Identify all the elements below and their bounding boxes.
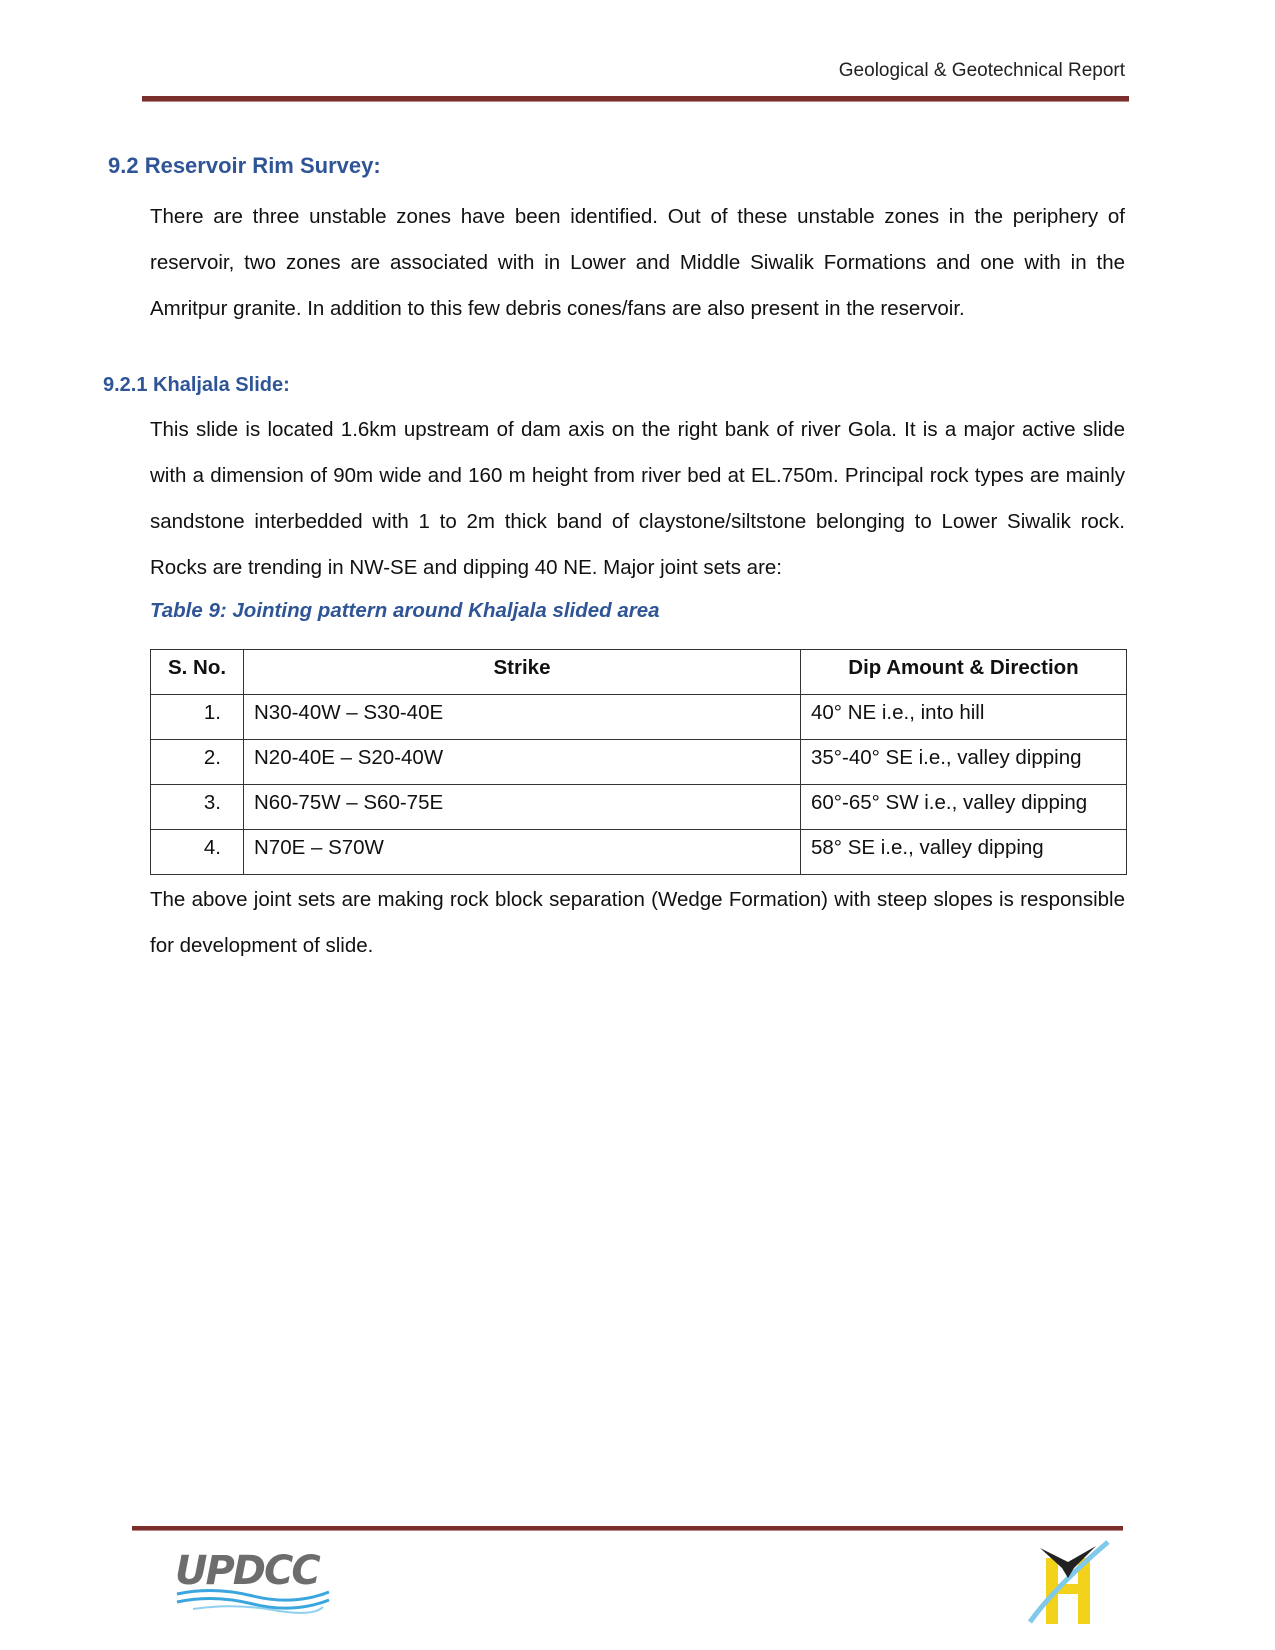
cell-dip: 40° NE i.e., into hill — [801, 695, 1127, 740]
cell-dip: 58° SE i.e., valley dipping — [801, 830, 1127, 875]
section-paragraph: There are three unstable zones have been identified. Out of these unstable zones in the periphery of reservoir, two zones are associated with in Lower and Middle Siwalik Formations and one with in the Amritpur granite. In addition to this few debris cones/fans are also present in the reservoir. — [150, 205, 1125, 320]
after-table-paragraph: The above joint sets are making rock block separation (Wedge Formation) with steep slopes is responsible for development of slide. — [150, 888, 1125, 957]
footer-rule — [132, 1526, 1123, 1531]
table-header-row — [151, 650, 1127, 695]
cell-strike: N60-75W – S60-75E — [244, 785, 801, 830]
subsection-paragraph: This slide is located 1.6km upstream of dam axis on the right bank of river Gola. It is a major active slide with a dimension of 90m wide and 160 m height from river bed at EL.750m. Principal rock types are mainly sandstone interbedded with 1 to 2m thick band of claystone/siltstone belonging to Lower Siwalik rock. Rocks are trending in NW-SE and dipping 40 NE. Major joint sets are: — [150, 418, 1125, 579]
table-row — [151, 785, 1127, 830]
jointing-table — [150, 649, 1127, 875]
bird-h-logo-icon — [1024, 1538, 1116, 1628]
header-dip: Dip Amount & Direction — [801, 650, 1127, 695]
cell-dip: 60°-65° SW i.e., valley dipping — [801, 785, 1127, 830]
cell-dip: 35°-40° SE i.e., valley dipping — [801, 740, 1127, 785]
cell-strike: N70E – S70W — [244, 830, 801, 875]
cell-sno: 1. — [151, 695, 244, 740]
svg-text:UPDCC: UPDCC — [175, 1548, 319, 1594]
table-row — [151, 830, 1127, 875]
section-heading: 9.2 Reservoir Rim Survey: — [108, 153, 381, 178]
updcc-logo-icon — [173, 1542, 333, 1614]
cell-sno: 3. — [151, 785, 244, 830]
header-sno: S. No. — [151, 650, 244, 695]
header-strike: Strike — [244, 650, 801, 695]
table-caption: Table 9: Jointing pattern around Khaljala slided area — [150, 599, 660, 622]
cell-strike: N20-40E – S20-40W — [244, 740, 801, 785]
cell-sno: 2. — [151, 740, 244, 785]
table-row — [151, 695, 1127, 740]
subsection-heading: 9.2.1 Khaljala Slide: — [103, 374, 290, 396]
cell-strike: N30-40W – S30-40E — [244, 695, 801, 740]
cell-sno: 4. — [151, 830, 244, 875]
header-rule — [142, 96, 1129, 102]
running-header: Geological & Geotechnical Report — [838, 60, 1125, 81]
table-row — [151, 740, 1127, 785]
